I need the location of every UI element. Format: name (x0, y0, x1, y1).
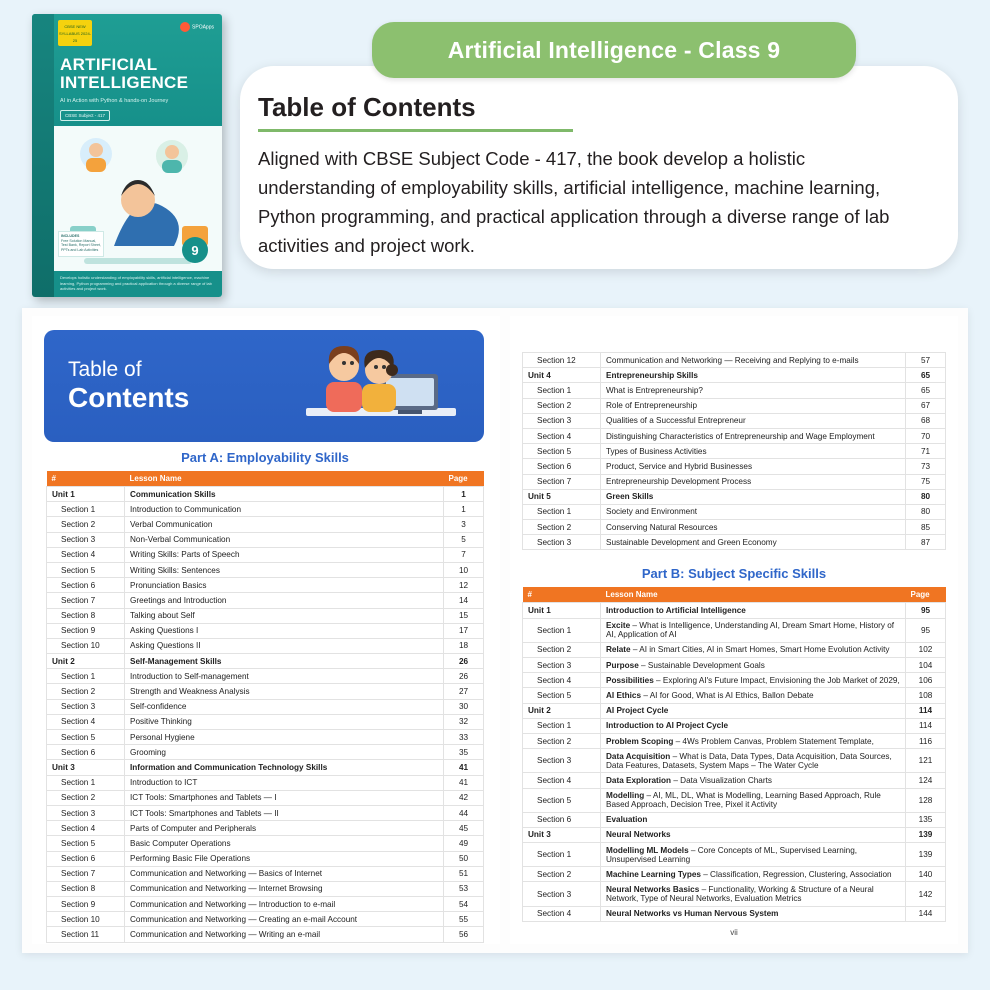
table-row (47, 897, 484, 912)
row-lesson-name: Self-Management Skills (125, 654, 444, 669)
row-section-label: Section 1 (47, 775, 125, 790)
row-section-label: Section 3 (523, 658, 601, 673)
row-page-number: 114 (906, 718, 946, 733)
table-row (523, 428, 946, 443)
row-lesson-name: Non-Verbal Communication (125, 532, 444, 547)
table-row (47, 562, 484, 577)
row-section-label: Section 6 (523, 459, 601, 474)
row-page-number: 104 (906, 658, 946, 673)
row-page-number: 124 (906, 773, 946, 788)
row-lesson-name: Introduction to AI Project Cycle (601, 718, 906, 733)
row-section-label: Section 3 (523, 749, 601, 773)
book-subtitle: AI in Action with Python & hands-on Journey (60, 98, 169, 104)
row-section-label: Section 1 (47, 502, 125, 517)
row-page-number: 15 (444, 608, 484, 623)
row-page-number: 44 (444, 805, 484, 820)
row-lesson-name: Excite – What is Intelligence, Understanding AI, Dream Smart Home, History of AI, Application of AI (601, 618, 906, 642)
row-lesson-name: Product, Service and Hybrid Businesses (601, 459, 906, 474)
row-page-number: 85 (906, 520, 946, 535)
row-lesson-name: Communication and Networking — Writing an e-mail (125, 927, 444, 942)
row-lesson-name: Grooming (125, 745, 444, 760)
row-section-label: Section 7 (47, 866, 125, 881)
book-spread (22, 308, 968, 953)
row-page-number: 26 (444, 654, 484, 669)
row-page-number: 75 (906, 474, 946, 489)
table-row (47, 502, 484, 517)
row-page-number: 30 (444, 699, 484, 714)
row-page-number: 17 (444, 623, 484, 638)
row-section-label: Section 2 (523, 642, 601, 657)
row-page-number: 80 (906, 489, 946, 504)
row-section-label: Section 3 (523, 535, 601, 550)
row-lesson-name: Qualities of a Successful Entrepreneur (601, 413, 906, 428)
row-lesson-name: Green Skills (601, 489, 906, 504)
row-lesson-name: Data Acquisition – What is Data, Data Types, Data Acquisition, Data Sources, Data Features, Datasets, System Maps – The Water Cycle (601, 749, 906, 773)
toc-table-part-a (46, 471, 484, 943)
table-header-row-b (523, 587, 946, 603)
row-lesson-name: Writing Skills: Sentences (125, 562, 444, 577)
row-page-number: 135 (906, 812, 946, 827)
row-lesson-name: Conserving Natural Resources (601, 520, 906, 535)
row-lesson-name: Strength and Weakness Analysis (125, 684, 444, 699)
table-row (47, 927, 484, 942)
book-spine (32, 14, 54, 297)
row-page-number: 65 (906, 368, 946, 383)
row-page-number: 95 (906, 603, 946, 618)
row-section-label: Section 7 (47, 593, 125, 608)
row-page-number: 71 (906, 444, 946, 459)
row-page-number: 116 (906, 733, 946, 748)
column-header-num: # (47, 471, 125, 487)
table-row (523, 658, 946, 673)
row-section-label: Unit 5 (523, 489, 601, 504)
row-page-number: 1 (444, 502, 484, 517)
book-top-badge: CBSE NEW SYLLABUS 2024-25 (58, 20, 92, 46)
row-lesson-name: Performing Basic File Operations (125, 851, 444, 866)
table-row (523, 603, 946, 618)
row-lesson-name: Neural Networks Basics – Functionality, Working & Structure of a Neural Network, Type of Neural Networks, Evaluation Metrics (601, 882, 906, 906)
row-lesson-name: Communication Skills (125, 487, 444, 502)
row-lesson-name: Self-confidence (125, 699, 444, 714)
row-section-label: Section 6 (47, 745, 125, 760)
table-row (47, 790, 484, 805)
part-b-title: Part B: Subject Specific Skills (641, 566, 827, 582)
row-page-number: 49 (444, 836, 484, 851)
row-section-label: Section 9 (47, 897, 125, 912)
row-page-number: 57 (906, 353, 946, 368)
row-section-label: Section 5 (47, 836, 125, 851)
column-header-lesson-b: Lesson Name (601, 587, 906, 603)
row-lesson-name: Role of Entrepreneurship (601, 398, 906, 413)
row-lesson-name: Modelling ML Models – Core Concepts of ML, Supervised Learning, Unsupervised Learning (601, 843, 906, 867)
row-page-number: 12 (444, 578, 484, 593)
table-row (47, 578, 484, 593)
row-lesson-name: Writing Skills: Parts of Speech (125, 547, 444, 562)
row-section-label: Section 4 (523, 428, 601, 443)
table-row (523, 882, 946, 906)
publisher-logo (180, 22, 214, 32)
page-folio: vii (730, 927, 738, 937)
row-page-number: 26 (444, 669, 484, 684)
row-lesson-name: AI Ethics – AI for Good, What is AI Ethics, Ballon Debate (601, 688, 906, 703)
row-page-number: 139 (906, 827, 946, 842)
table-row (523, 718, 946, 733)
row-section-label: Section 2 (47, 684, 125, 699)
table-row (47, 836, 484, 851)
left-page (32, 316, 500, 944)
row-page-number: 65 (906, 383, 946, 398)
book-title: ARTIFICIAL INTELLIGENCE (60, 55, 189, 92)
book-includes-text: Free Solution Manual, Test Bank, Report Sheet, PPTs and Lab Activities (61, 238, 101, 252)
row-lesson-name: Asking Questions II (125, 638, 444, 653)
toc-table-part-a-continued (522, 352, 946, 550)
row-section-label: Section 4 (47, 547, 125, 562)
row-section-label: Unit 3 (523, 827, 601, 842)
row-page-number: 54 (444, 897, 484, 912)
row-lesson-name: Types of Business Activities (601, 444, 906, 459)
row-lesson-name: Distinguishing Characteristics of Entrepreneurship and Wage Employment (601, 428, 906, 443)
row-page-number: 106 (906, 673, 946, 688)
row-section-label: Unit 1 (523, 603, 601, 618)
table-row (47, 593, 484, 608)
row-lesson-name: Positive Thinking (125, 714, 444, 729)
row-section-label: Section 6 (47, 851, 125, 866)
table-row (523, 812, 946, 827)
row-section-label: Section 6 (47, 578, 125, 593)
row-page-number: 3 (444, 517, 484, 532)
row-page-number: 50 (444, 851, 484, 866)
row-page-number: 14 (444, 593, 484, 608)
column-header-page: Page (444, 471, 484, 487)
table-row (47, 608, 484, 623)
row-lesson-name: Personal Hygiene (125, 730, 444, 745)
row-page-number: 121 (906, 749, 946, 773)
row-lesson-name: Introduction to Artificial Intelligence (601, 603, 906, 618)
table-row (523, 535, 946, 550)
table-row (523, 383, 946, 398)
row-lesson-name: Introduction to ICT (125, 775, 444, 790)
table-row (47, 487, 484, 502)
row-lesson-name: Communication and Networking — Introduction to e-mail (125, 897, 444, 912)
table-row (47, 669, 484, 684)
publisher-name: SPOApps (192, 24, 214, 31)
row-section-label: Section 1 (523, 504, 601, 519)
row-section-label: Section 2 (47, 790, 125, 805)
row-lesson-name: Communication and Networking — Receiving and Replying to e-mails (601, 353, 906, 368)
row-lesson-name: Neural Networks (601, 827, 906, 842)
row-section-label: Section 5 (523, 444, 601, 459)
table-row (523, 474, 946, 489)
row-section-label: Section 8 (47, 881, 125, 896)
toc-table-part-b (522, 587, 946, 921)
row-page-number: 10 (444, 562, 484, 577)
row-lesson-name: Information and Communication Technology Skills (125, 760, 444, 775)
row-section-label: Section 2 (523, 867, 601, 882)
row-lesson-name: Basic Computer Operations (125, 836, 444, 851)
table-row (523, 368, 946, 383)
row-lesson-name: Data Exploration – Data Visualization Charts (601, 773, 906, 788)
column-header-lesson: Lesson Name (125, 471, 444, 487)
row-lesson-name: Machine Learning Types – Classification, Regression, Clustering, Association (601, 867, 906, 882)
row-section-label: Section 5 (523, 688, 601, 703)
toc-body-part-a-continued (523, 353, 946, 550)
row-page-number: 70 (906, 428, 946, 443)
row-lesson-name: Pronunciation Basics (125, 578, 444, 593)
toc-body-part-b (523, 603, 946, 921)
row-lesson-name: Communication and Networking — Internet Browsing (125, 881, 444, 896)
toc-banner-line2: Contents (68, 382, 190, 413)
table-row (47, 684, 484, 699)
part-a-title: Part A: Employability Skills (181, 450, 349, 465)
row-page-number: 45 (444, 821, 484, 836)
row-page-number: 102 (906, 642, 946, 657)
row-lesson-name: Possibilities – Exploring AI's Future Impact, Envisioning the Job Market of 2029, (601, 673, 906, 688)
row-page-number: 5 (444, 532, 484, 547)
table-row (47, 532, 484, 547)
row-section-label: Section 1 (523, 383, 601, 398)
row-page-number: 51 (444, 866, 484, 881)
row-section-label: Section 4 (47, 714, 125, 729)
row-section-label: Section 10 (47, 912, 125, 927)
row-section-label: Section 10 (47, 638, 125, 653)
row-page-number: 68 (906, 413, 946, 428)
table-row (47, 851, 484, 866)
hero-card-title: Table of Contents (258, 92, 476, 122)
table-row (523, 459, 946, 474)
row-section-label: Section 4 (523, 906, 601, 921)
book-class-number: 9 (182, 237, 208, 263)
table-row (523, 843, 946, 867)
row-lesson-name: Sustainable Development and Green Economy (601, 535, 906, 550)
row-lesson-name: Verbal Communication (125, 517, 444, 532)
table-row (523, 489, 946, 504)
book-includes-box (58, 231, 104, 257)
table-row (523, 688, 946, 703)
row-lesson-name: ICT Tools: Smartphones and Tablets — I (125, 790, 444, 805)
hero-ribbon: Artificial Intelligence - Class 9 (372, 22, 856, 78)
row-lesson-name: Neural Networks vs Human Nervous System (601, 906, 906, 921)
hero-card-body: Aligned with CBSE Subject Code - 417, the book develop a holistic understanding of employability skills, artificial intelligence, machine learning, Python programming, and practical application through a diverse range of lab activities and project work. (258, 148, 890, 256)
row-page-number: 144 (906, 906, 946, 921)
row-lesson-name: Asking Questions I (125, 623, 444, 638)
row-lesson-name: Entrepreneurship Development Process (601, 474, 906, 489)
table-row (523, 353, 946, 368)
book-cbse-badge: CBSE Subject - 417 (60, 110, 110, 121)
row-section-label: Section 12 (523, 353, 601, 368)
row-section-label: Section 9 (47, 623, 125, 638)
table-row (47, 881, 484, 896)
table-row (47, 623, 484, 638)
book-includes-label: INCLUDES (61, 234, 80, 238)
row-section-label: Unit 1 (47, 487, 125, 502)
toc-banner-line1: Table of (68, 358, 142, 381)
row-page-number: 27 (444, 684, 484, 699)
row-lesson-name: Purpose – Sustainable Development Goals (601, 658, 906, 673)
row-lesson-name: Parts of Computer and Peripherals (125, 821, 444, 836)
toc-body-part-a (47, 487, 484, 943)
table-row (523, 444, 946, 459)
table-row (47, 730, 484, 745)
row-page-number: 18 (444, 638, 484, 653)
row-lesson-name: Modelling – AI, ML, DL, What is Modelling, Learning Based Approach, Rule Based Approach, Decision Tree, Pixel it Activity (601, 788, 906, 812)
table-row (523, 703, 946, 718)
row-page-number: 1 (444, 487, 484, 502)
row-lesson-name: Entrepreneurship Skills (601, 368, 906, 383)
row-page-number: 56 (444, 927, 484, 942)
table-row (523, 906, 946, 921)
table-row (523, 788, 946, 812)
row-section-label: Section 7 (523, 474, 601, 489)
book-footer-text: Develops holistic understanding of employability skills, artificial intelligence, machine learning, Python programming and practical application through a diverse range of lab activities and project work. (54, 271, 222, 297)
row-lesson-name: Society and Environment (601, 504, 906, 519)
table-row (523, 520, 946, 535)
row-section-label: Section 4 (523, 673, 601, 688)
row-section-label: Section 4 (47, 821, 125, 836)
row-page-number: 55 (444, 912, 484, 927)
right-page (510, 316, 958, 944)
table-row (47, 547, 484, 562)
table-row (47, 775, 484, 790)
table-row (47, 760, 484, 775)
row-lesson-name: Introduction to Communication (125, 502, 444, 517)
table-row (523, 398, 946, 413)
table-row (47, 821, 484, 836)
row-page-number: 139 (906, 843, 946, 867)
row-section-label: Section 8 (47, 608, 125, 623)
row-section-label: Section 2 (47, 517, 125, 532)
row-page-number: 87 (906, 535, 946, 550)
row-page-number: 41 (444, 775, 484, 790)
row-page-number: 140 (906, 867, 946, 882)
table-row (47, 805, 484, 820)
row-lesson-name: AI Project Cycle (601, 703, 906, 718)
table-row (47, 699, 484, 714)
table-row (523, 733, 946, 748)
table-row (523, 867, 946, 882)
hero-section (0, 0, 990, 308)
table-row (523, 827, 946, 842)
table-row (523, 618, 946, 642)
row-section-label: Section 1 (47, 669, 125, 684)
row-lesson-name: Greetings and Introduction (125, 593, 444, 608)
row-section-label: Section 3 (523, 413, 601, 428)
row-section-label: Section 5 (523, 788, 601, 812)
row-section-label: Section 3 (47, 805, 125, 820)
row-lesson-name: What is Entrepreneurship? (601, 383, 906, 398)
row-page-number: 73 (906, 459, 946, 474)
table-row (523, 673, 946, 688)
row-page-number: 7 (444, 547, 484, 562)
row-section-label: Unit 2 (47, 654, 125, 669)
row-section-label: Section 2 (523, 520, 601, 535)
row-section-label: Section 2 (523, 398, 601, 413)
row-page-number: 108 (906, 688, 946, 703)
row-section-label: Section 1 (523, 843, 601, 867)
row-section-label: Section 11 (47, 927, 125, 942)
row-lesson-name: Communication and Networking — Creating an e-mail Account (125, 912, 444, 927)
table-row (523, 773, 946, 788)
table-row (523, 413, 946, 428)
hero-title-underline (258, 129, 573, 132)
column-header-page-b: Page (906, 587, 946, 603)
row-page-number: 33 (444, 730, 484, 745)
table-row (47, 654, 484, 669)
row-lesson-name: Communication and Networking — Basics of Internet (125, 866, 444, 881)
kids-illustration (286, 336, 476, 440)
row-section-label: Section 1 (523, 618, 601, 642)
row-section-label: Section 1 (523, 718, 601, 733)
row-lesson-name: Introduction to Self-management (125, 669, 444, 684)
table-row (47, 638, 484, 653)
table-row (47, 912, 484, 927)
row-section-label: Unit 3 (47, 760, 125, 775)
row-page-number: 35 (444, 745, 484, 760)
table-row (47, 714, 484, 729)
row-lesson-name: ICT Tools: Smartphones and Tablets — II (125, 805, 444, 820)
table-row (47, 517, 484, 532)
table-header-row (47, 471, 484, 487)
row-section-label: Section 3 (47, 699, 125, 714)
row-lesson-name: Relate – AI in Smart Cities, AI in Smart Homes, Smart Home Evolution Activity (601, 642, 906, 657)
row-section-label: Unit 2 (523, 703, 601, 718)
row-page-number: 42 (444, 790, 484, 805)
row-lesson-name: Problem Scoping – 4Ws Problem Canvas, Problem Statement Template, (601, 733, 906, 748)
row-page-number: 142 (906, 882, 946, 906)
row-section-label: Section 5 (47, 562, 125, 577)
row-page-number: 41 (444, 760, 484, 775)
column-header-num-b: # (523, 587, 601, 603)
row-section-label: Section 4 (523, 773, 601, 788)
row-page-number: 80 (906, 504, 946, 519)
row-section-label: Section 6 (523, 812, 601, 827)
row-section-label: Section 3 (47, 532, 125, 547)
row-page-number: 114 (906, 703, 946, 718)
row-lesson-name: Talking about Self (125, 608, 444, 623)
table-row (523, 642, 946, 657)
row-page-number: 32 (444, 714, 484, 729)
row-section-label: Section 5 (47, 730, 125, 745)
row-section-label: Section 2 (523, 733, 601, 748)
toc-banner (44, 330, 484, 442)
row-lesson-name: Evaluation (601, 812, 906, 827)
table-row (523, 504, 946, 519)
row-page-number: 128 (906, 788, 946, 812)
row-page-number: 67 (906, 398, 946, 413)
book-cover (32, 14, 222, 297)
row-page-number: 53 (444, 881, 484, 896)
row-section-label: Unit 4 (523, 368, 601, 383)
row-section-label: Section 3 (523, 882, 601, 906)
table-row (47, 866, 484, 881)
table-row (523, 749, 946, 773)
table-row (47, 745, 484, 760)
row-page-number: 95 (906, 618, 946, 642)
